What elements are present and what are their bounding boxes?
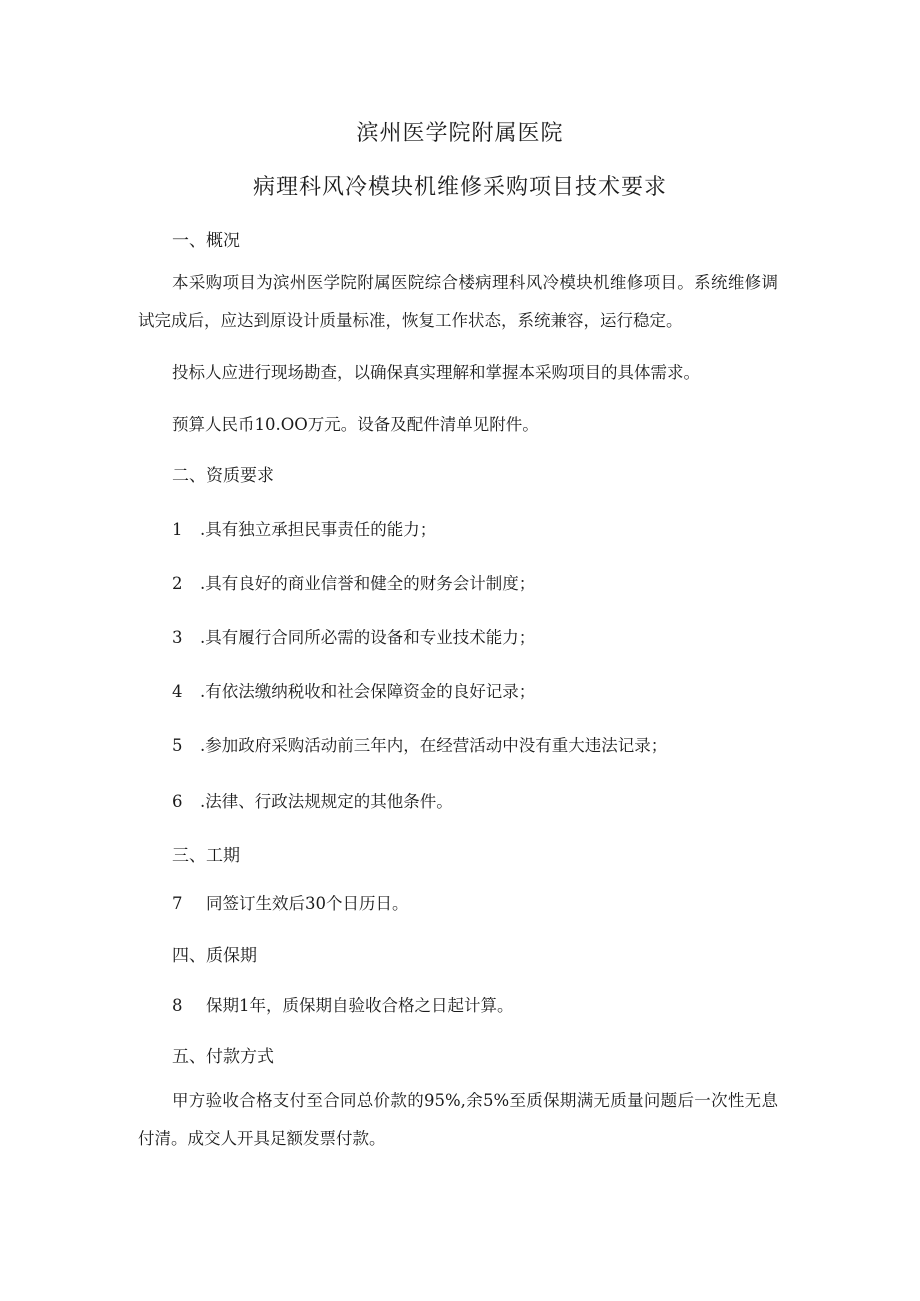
- document-title-institution: 滨州医学院附属医院: [356, 121, 564, 146]
- document-title-project: 病理科风冷模块机维修采购项目技术要求: [252, 175, 667, 200]
- qualification-item-text: .有依法缴纳税收和社会保障资金的良好记录；: [200, 682, 536, 701]
- duration-item: [172, 890, 409, 914]
- qualification-item-text: .具有良好的商业信誉和健全的财务会计制度；: [200, 574, 536, 593]
- qualification-item: [172, 516, 436, 540]
- warranty-item-text: 保期1年，质保期自验收合格之日起计算。: [206, 996, 514, 1015]
- qualification-item-text: .具有履行合同所必需的设备和专业技术能力；: [200, 628, 536, 647]
- section-heading-duration: 三、工期: [172, 846, 240, 866]
- qualification-item-number: 2: [172, 574, 183, 593]
- duration-item-text: 同签订生效后30个日历日。: [206, 894, 409, 913]
- section-heading-payment: 五、付款方式: [172, 1047, 274, 1067]
- payment-paragraph: 甲方验收合格支付至合同总价款的95%,余5%至质保期满无质量问题后一次性无息付清。成交人开具足额发票付款。: [138, 1091, 778, 1148]
- section-heading-qualifications: 二、资质要求: [172, 466, 274, 486]
- qualification-item: [172, 788, 453, 812]
- qualification-item-number: 6: [172, 792, 183, 811]
- qualification-item: [172, 570, 535, 594]
- duration-item-number: 7: [172, 894, 183, 913]
- warranty-item: [172, 992, 514, 1016]
- qualification-item-text: .参加政府采购活动前三年内，在经营活动中没有重大违法记录；: [200, 736, 668, 755]
- qualification-item-number: 3: [172, 628, 183, 647]
- qualification-item: [172, 678, 535, 702]
- qualification-item: [172, 732, 667, 756]
- qualification-item-number: 5: [172, 736, 183, 755]
- section-heading-overview: 一、概况: [172, 231, 240, 251]
- qualification-item: [172, 624, 535, 648]
- overview-paragraph-site-survey: 投标人应进行现场勘查，以确保真实理解和掌握本采购项目的具体需求。: [172, 363, 700, 382]
- warranty-item-number: 8: [172, 996, 183, 1015]
- section-heading-warranty: 四、质保期: [172, 946, 257, 966]
- qualification-item-number: 4: [172, 682, 183, 701]
- qualification-item-number: 1: [172, 520, 183, 539]
- qualification-item-text: .法律、行政法规规定的其他条件。: [200, 792, 453, 811]
- qualification-item-text: .具有独立承担民事责任的能力；: [200, 520, 437, 539]
- overview-paragraph-scope: 本采购项目为滨州医学院附属医院综合楼病理科风冷模块机维修项目。系统维修调试完成后，应达到原设计质量标准，恢复工作状态，系统兼容，运行稳定。: [138, 273, 778, 330]
- overview-paragraph-budget: 预算人民币10.OO万元。设备及配件清单见附件。: [172, 415, 539, 434]
